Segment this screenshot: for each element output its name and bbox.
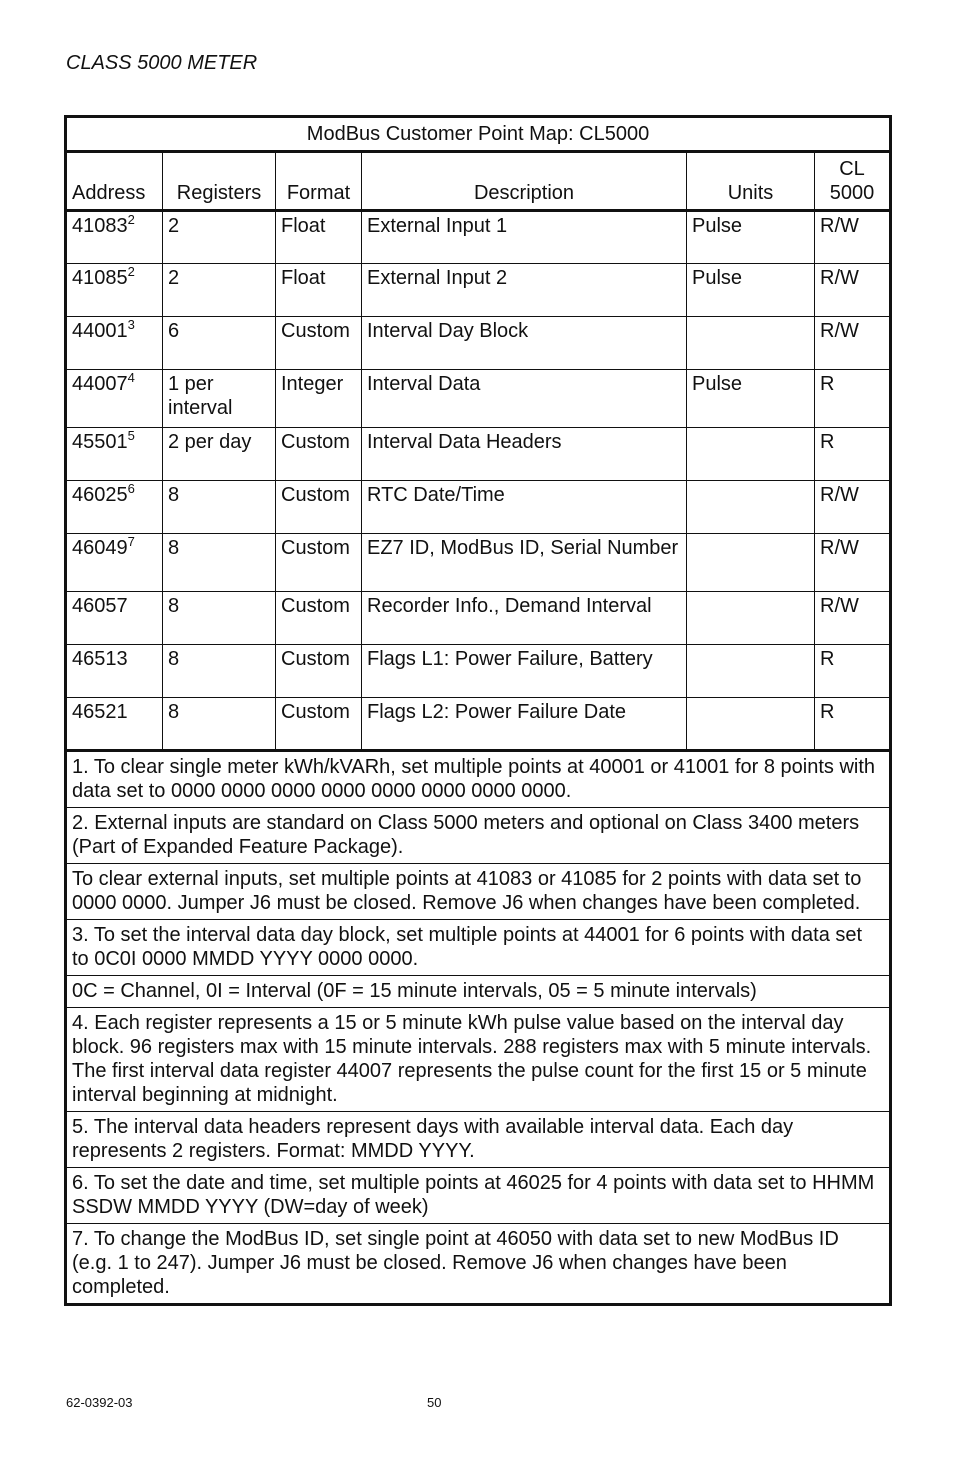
cell-registers: 2 <box>163 211 276 264</box>
table-row <box>66 264 891 317</box>
cell-description: Flags L2: Power Failure Date <box>362 698 687 751</box>
table-body <box>66 211 891 751</box>
cell-registers: 8 <box>163 481 276 534</box>
cell-format: Custom <box>276 534 362 592</box>
cell-address: 41085$^2$ <box>66 264 163 317</box>
cell-format: Float <box>276 264 362 317</box>
footnote-ref: 2 <box>127 212 135 227</box>
cell-address: 41083$^2$ <box>66 211 163 264</box>
cell-registers: 8 <box>163 592 276 645</box>
cell-address: 45501$^5$ <box>66 428 163 481</box>
cell-units <box>687 534 815 592</box>
cell-registers: 8 <box>163 645 276 698</box>
cell-registers: 8 <box>163 698 276 751</box>
footnote-ref: 3 <box>127 317 135 332</box>
footnote-row <box>66 1224 891 1305</box>
table-row <box>66 481 891 534</box>
cell-units: Pulse <box>687 264 815 317</box>
footnote-row <box>66 920 891 976</box>
cell-registers: 6 <box>163 317 276 370</box>
footnote-row <box>66 808 891 864</box>
column-header-registers: Registers <box>163 152 276 211</box>
cell-address: 44007$^4$ <box>66 370 163 428</box>
cell-access: R/W <box>815 592 891 645</box>
column-header-address: Address <box>66 152 163 211</box>
page-header-title: CLASS 5000 METER <box>66 52 258 74</box>
cell-format: Custom <box>276 592 362 645</box>
cell-address: 44001$^3$ <box>66 317 163 370</box>
cell-units: Pulse <box>687 211 815 264</box>
cell-access: R <box>815 370 891 428</box>
footnote-text: 4. Each register represents a 15 or 5 minute kWh pulse value based on the interval day block. 96 registers max with 15 minute intervals. 288 registers max with 5 minute intervals. The first interval data register 44007 represents the pulse count for the first 15 or 5 minute interval beginning at midnight. <box>66 1008 891 1112</box>
footnote-text: 5. The interval data headers represent days with available interval data. Each day represents 2 registers. Format: MMDD YYYY. <box>66 1112 891 1168</box>
column-header-cl5000: CL 5000 <box>815 152 891 211</box>
footnote-text: 2. External inputs are standard on Class 5000 meters and optional on Class 3400 meters (Part of Expanded Feature Package). <box>66 808 891 864</box>
table-row <box>66 645 891 698</box>
cell-format: Integer <box>276 370 362 428</box>
cell-access: R/W <box>815 264 891 317</box>
footnote-row <box>66 1112 891 1168</box>
cell-registers: 2 <box>163 264 276 317</box>
table-title: ModBus Customer Point Map: CL5000 <box>66 117 891 152</box>
cell-address: 46025$^6$ <box>66 481 163 534</box>
footnote-text: 7. To change the ModBus ID, set single point at 46050 with data set to new ModBus ID (e.g. 1 to 247). Jumper J6 must be closed. Remove J6 when changes have been completed. <box>66 1224 891 1305</box>
table-notes <box>66 751 891 1305</box>
modbus-point-map-table <box>64 115 892 1306</box>
cell-address: 46513 <box>66 645 163 698</box>
cell-units <box>687 428 815 481</box>
cell-access: R/W <box>815 317 891 370</box>
cell-format: Float <box>276 211 362 264</box>
document-number: 62-0392-03 <box>66 1395 133 1410</box>
cell-format: Custom <box>276 481 362 534</box>
cell-description: External Input 1 <box>362 211 687 264</box>
table-row <box>66 211 891 264</box>
cell-description: Recorder Info., Demand Interval <box>362 592 687 645</box>
cell-format: Custom <box>276 698 362 751</box>
cell-description: RTC Date/Time <box>362 481 687 534</box>
cell-units <box>687 481 815 534</box>
footnote-row <box>66 1008 891 1112</box>
cell-units <box>687 645 815 698</box>
cell-access: R <box>815 698 891 751</box>
footnote-ref: 6 <box>127 481 135 496</box>
footnote-ref: 4 <box>127 370 135 385</box>
footnote-row <box>66 976 891 1008</box>
cell-registers: 1 per interval <box>163 370 276 428</box>
cell-units <box>687 592 815 645</box>
cell-address: 46049$^7$ <box>66 534 163 592</box>
cell-registers: 2 per day <box>163 428 276 481</box>
table-row <box>66 698 891 751</box>
cell-units <box>687 698 815 751</box>
cell-access: R <box>815 428 891 481</box>
cell-format: Custom <box>276 645 362 698</box>
cell-access: R/W <box>815 481 891 534</box>
cell-registers: 8 <box>163 534 276 592</box>
cell-address: 46057 <box>66 592 163 645</box>
footnote-row <box>66 751 891 808</box>
table-row <box>66 428 891 481</box>
footnote-row <box>66 864 891 920</box>
column-header-description: Description <box>362 152 687 211</box>
footnote-text: 3. To set the interval data day block, set multiple points at 44001 for 6 points with data set to 0C0I 0000 MMDD YYYY 0000 0000. <box>66 920 891 976</box>
footnote-row <box>66 1168 891 1224</box>
cell-access: R/W <box>815 211 891 264</box>
page-number: 50 <box>427 1395 442 1410</box>
footnote-text: To clear external inputs, set multiple points at 41083 or 41085 for 2 points with data set to 0000 0000. Jumper J6 must be closed. Remove J6 when changes have been completed. <box>66 864 891 920</box>
column-header-units: Units <box>687 152 815 211</box>
column-header-format: Format <box>276 152 362 211</box>
cell-access: R/W <box>815 534 891 592</box>
table-row <box>66 592 891 645</box>
table-row <box>66 534 891 592</box>
cell-description: Interval Day Block <box>362 317 687 370</box>
cell-format: Custom <box>276 317 362 370</box>
cell-description: Interval Data <box>362 370 687 428</box>
table-row <box>66 370 891 428</box>
cell-description: EZ7 ID, ModBus ID, Serial Number <box>362 534 687 592</box>
footnote-ref: 5 <box>127 428 135 443</box>
cell-units <box>687 317 815 370</box>
cell-address: 46521 <box>66 698 163 751</box>
footnote-text: 1. To clear single meter kWh/kVARh, set multiple points at 40001 or 41001 for 8 points with data set to 0000 0000 0000 0000 0000 0000 0000 0000. <box>66 751 891 808</box>
cell-units: Pulse <box>687 370 815 428</box>
table-row <box>66 317 891 370</box>
cell-access: R <box>815 645 891 698</box>
cell-description: External Input 2 <box>362 264 687 317</box>
footnote-ref: 2 <box>127 264 135 279</box>
cell-format: Custom <box>276 428 362 481</box>
footnote-text: 0C = Channel, 0I = Interval (0F = 15 minute intervals, 05 = 5 minute intervals) <box>66 976 891 1008</box>
footnote-text: 6. To set the date and time, set multiple points at 46025 for 4 points with data set to HHMM SSDW MMDD YYYY (DW=day of week) <box>66 1168 891 1224</box>
cell-description: Flags L1: Power Failure, Battery <box>362 645 687 698</box>
cell-description: Interval Data Headers <box>362 428 687 481</box>
footnote-ref: 7 <box>127 534 135 549</box>
